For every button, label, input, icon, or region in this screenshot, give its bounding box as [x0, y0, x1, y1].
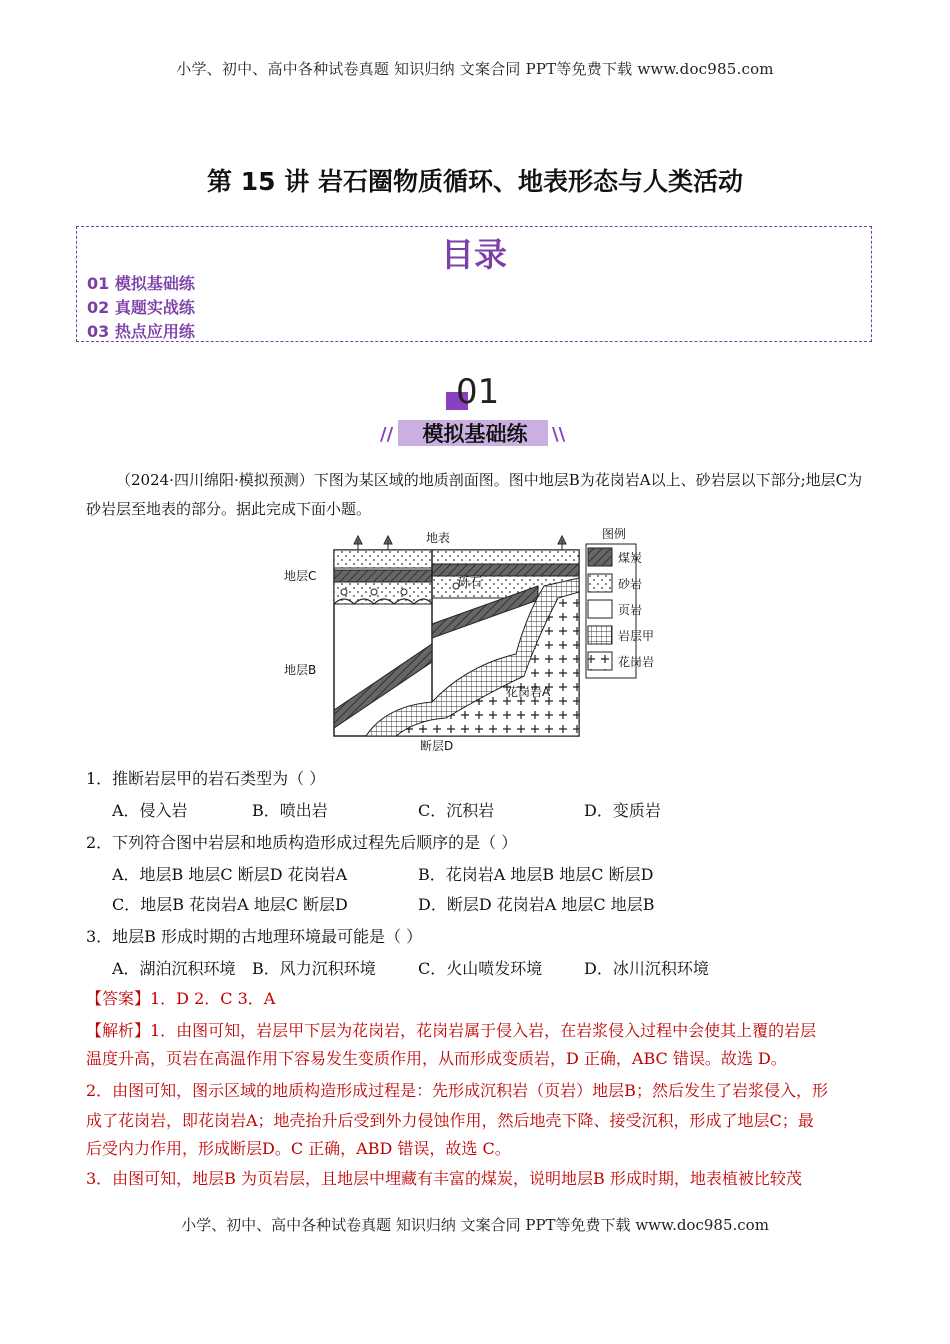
analysis-line: 2．由图可知，图示区域的地质构造形成过程是：先形成沉积岩（页岩）地层B；然后发生了岩浆侵入，形 [86, 1081, 828, 1100]
figure-label-layer-c: 地层C [284, 569, 317, 583]
question-intro: （2024·四川绵阳·模拟预测）下图为某区域的地质剖面图。图中地层B为花岗岩A以上、砂岩层以下部分;地层C为砂岩层至地表的部分。据此完成下面小题。 [86, 471, 863, 518]
question-option[interactable]: C．地层B 花岗岩A 地层C 断层D [112, 895, 348, 914]
question-option[interactable]: C．沉积岩 [418, 801, 495, 820]
question-option[interactable]: A．湖泊沉积环境 [112, 959, 236, 978]
legend-label: 砂岩 [618, 577, 643, 591]
legend-label: 岩层甲 [618, 629, 655, 643]
question-stem: 1．推断岩层甲的岩石类型为（ ） [86, 769, 326, 788]
figure-label-layer-b: 地层B [284, 663, 317, 677]
figure-legend [586, 526, 654, 678]
question-option[interactable]: D．冰川沉积环境 [584, 959, 709, 978]
question-option[interactable]: D．变质岩 [584, 801, 661, 820]
slash-decoration-right: \\ [552, 424, 566, 445]
figure-label-surface: 地表 [426, 531, 451, 545]
question-option[interactable]: A．地层B 地层C 断层D 花岗岩A [112, 865, 348, 884]
section-number: 01 [456, 372, 500, 412]
section-title: 模拟基础练 [422, 422, 528, 446]
toc-item[interactable]: 02 真题实战练 [87, 298, 195, 317]
legend-label: 页岩 [618, 603, 643, 617]
analysis-line: 温度升高，页岩在高温作用下容易发生变质作用，从而形成变质岩，D 正确，ABC 错误。故选 D。 [86, 1049, 787, 1068]
question-stem: 3．地层B 形成时期的古地理环境最可能是（ ） [86, 927, 423, 946]
cross-section-block [334, 536, 579, 736]
figure-label-gravel: 砾石 [458, 575, 483, 589]
page-header: 小学、初中、高中各种试卷真题 知识归纳 文案合同 PPT等免费下载 www.doc985.com [176, 60, 774, 78]
legend-label: 花岗岩 [618, 655, 655, 669]
figure-label-granite: 花岗岩A [506, 685, 551, 699]
legend-label: 煤炭 [618, 551, 643, 565]
question-option[interactable]: B．喷出岩 [252, 801, 328, 820]
legend-title: 图例 [602, 527, 627, 541]
analysis-line: 后受内力作用，形成断层D。C 正确，ABD 错误，故选 C。 [86, 1139, 511, 1158]
answer-line: 【答案】1．D 2．C 3．A [86, 989, 276, 1008]
page-footer: 小学、初中、高中各种试卷真题 知识归纳 文案合同 PPT等免费下载 www.doc985.com [181, 1216, 769, 1234]
question-option[interactable]: B．花岗岩A 地层B 地层C 断层D [418, 865, 654, 884]
question-option[interactable]: B．风力沉积环境 [252, 959, 376, 978]
figure-label-fault: 断层D [420, 739, 454, 753]
analysis-line: 3．由图可知，地层B 为页岩层，且地层中埋藏有丰富的煤炭，说明地层B 形成时期，地表植被比较茂 [86, 1169, 802, 1188]
geology-cross-section-figure [276, 526, 696, 756]
analysis-line: 【解析】1．由图可知，岩层甲下层为花岗岩，花岗岩属于侵入岩，在岩浆侵入过程中会使其上覆的岩层 [86, 1021, 817, 1040]
page-title: 第 15 讲 岩石圈物质循环、地表形态与人类活动 [207, 167, 743, 196]
slash-decoration-left: // [380, 424, 394, 445]
table-of-contents [76, 226, 872, 342]
toc-heading: 目录 [441, 235, 507, 274]
question-stem: 2．下列符合图中岩层和地质构造形成过程先后顺序的是（ ） [86, 833, 518, 852]
toc-item[interactable]: 01 模拟基础练 [87, 274, 195, 293]
question-option[interactable]: D．断层D 花岗岩A 地层C 地层B [418, 895, 655, 914]
analysis-line: 成了花岗岩，即花岗岩A；地壳抬升后受到外力侵蚀作用，然后地壳下降、接受沉积，形成了地层C；最 [86, 1111, 814, 1130]
question-option[interactable]: C．火山喷发环境 [418, 959, 543, 978]
question-option[interactable]: A．侵入岩 [112, 801, 188, 820]
toc-item[interactable]: 03 热点应用练 [87, 322, 195, 341]
